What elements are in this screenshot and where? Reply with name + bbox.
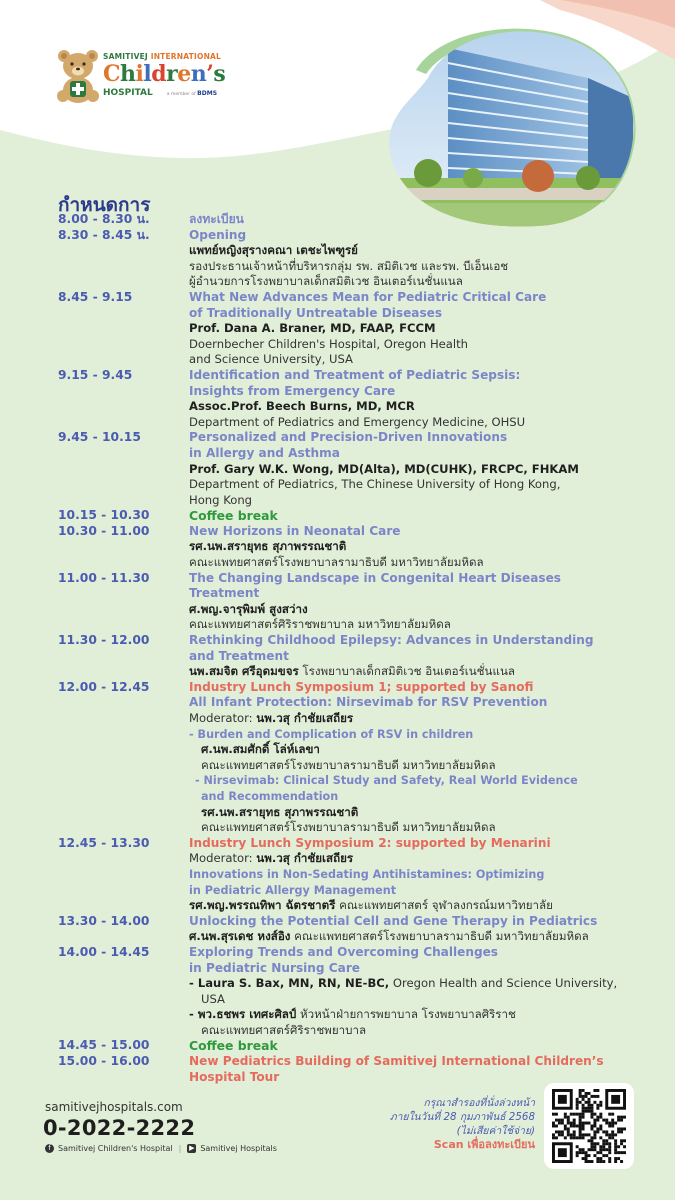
sub-topic: and Recommendation bbox=[201, 789, 339, 803]
break-label: Coffee break bbox=[189, 508, 278, 524]
session-title: Unlocking the Potential Cell and Gene Therapy in Pediatrics bbox=[189, 913, 598, 928]
session-title: Opening bbox=[189, 227, 247, 242]
session-title: Rethinking Childhood Epilepsy: Advances in Understanding bbox=[189, 633, 594, 648]
session-details bbox=[189, 368, 658, 430]
session-title: Insights from Emergency Care bbox=[189, 383, 396, 398]
session-details bbox=[189, 524, 658, 571]
speaker-affiliation: โรงพยาบาลเด็กสมิติเวช อินเตอร์เนชั่นแนล bbox=[298, 664, 515, 679]
speaker-line bbox=[189, 664, 658, 680]
qr-code-icon bbox=[552, 1089, 626, 1163]
session-details bbox=[189, 633, 658, 680]
session-title: Exploring Trends and Overcoming Challenges bbox=[189, 944, 498, 959]
session-time: 9.45 - 10.15 bbox=[58, 430, 141, 445]
phone-number[interactable]: 0-2022-2222 bbox=[43, 1116, 196, 1140]
session-details bbox=[189, 228, 658, 290]
scan-label: Scan เพื่อลงทะเบียน bbox=[433, 1138, 535, 1151]
session-details bbox=[189, 914, 658, 945]
session-details bbox=[189, 508, 658, 524]
session-time: 15.00 - 16.00 bbox=[58, 1054, 150, 1069]
speaker-affiliation: ผู้อำนวยการโรงพยาบาลเด็กสมิติเวช อินเตอร์เนชั่นแนล bbox=[189, 274, 463, 289]
qr-code[interactable] bbox=[544, 1083, 634, 1169]
social-links bbox=[45, 1144, 277, 1153]
session-details bbox=[189, 836, 658, 914]
session-title: of Traditionally Untreatable Diseases bbox=[189, 305, 443, 320]
teddy-bear-icon bbox=[55, 48, 101, 104]
speaker-name: รศ.พญ.พรรณทิพา ฉัตรชาตรี bbox=[189, 898, 336, 913]
logo-letter: n bbox=[190, 61, 207, 87]
session-time: 14.45 - 15.00 bbox=[58, 1038, 150, 1053]
session-title: Identification and Treatment of Pediatric Sepsis: bbox=[189, 367, 521, 382]
speaker-affiliation: Department of Pediatrics and Emergency Medicine, OHSU bbox=[189, 414, 526, 429]
session-details bbox=[189, 571, 658, 633]
session-title: New Horizons in Neonatal Care bbox=[189, 523, 401, 538]
session-time: 8.00 - 8.30 น. bbox=[58, 212, 150, 226]
speaker-line bbox=[189, 929, 658, 945]
speaker-name: นพ.สมจิต ศรีอุดมขจร bbox=[189, 664, 299, 679]
schedule-row bbox=[58, 212, 658, 228]
logo-letter: h bbox=[120, 61, 136, 87]
logo-letter: C bbox=[103, 61, 121, 87]
schedule-row bbox=[58, 524, 658, 571]
schedule-row bbox=[58, 368, 658, 430]
speaker-affiliation: คณะแพทยศาสตร์ จุฬาลงกรณ์มหาวิทยาลัย bbox=[335, 898, 553, 913]
session-details bbox=[189, 212, 658, 228]
logo-hospital: HOSPITAL a member of BDMS bbox=[103, 88, 218, 98]
speaker-line bbox=[189, 976, 658, 992]
speaker-affiliation: Doernbecher Children's Hospital, Oregon Health bbox=[189, 336, 469, 351]
schedule-row bbox=[58, 571, 658, 633]
schedule-row bbox=[58, 914, 658, 945]
session-details bbox=[189, 945, 658, 1039]
speaker-affiliation: หัวหน้าฝ่ายการพยาบาล โรงพยาบาลศิริราช bbox=[296, 1007, 516, 1022]
speaker-name: ศ.นพ.สุรเดช หงส์อิง bbox=[189, 929, 291, 944]
schedule-row bbox=[58, 508, 658, 524]
speaker-name: รศ.นพ.สรายุทธ สุภาพรรณชาติ bbox=[189, 539, 347, 554]
speaker-name: Prof. Gary W.K. Wong, MD(Alta), MD(CUHK), FRCPC, FHKAM bbox=[189, 461, 579, 476]
logo-brand: SAMITIVEJ INTERNATIONAL bbox=[103, 52, 222, 61]
session-time: 8.45 - 9.15 bbox=[58, 289, 133, 304]
session-time: 9.15 - 9.45 bbox=[58, 367, 133, 382]
speaker-affiliation: คณะแพทยศาสตร์ศิริราชพยาบาล มหาวิทยาลัยมหิดล bbox=[189, 617, 451, 632]
session-title: in Allergy and Asthma bbox=[189, 445, 340, 460]
session-details bbox=[189, 430, 658, 508]
speaker-affiliation: รองประธานเจ้าหน้าที่บริหารกลุ่ม รพ. สมิติเวช และรพ. บีเอ็นเอช bbox=[189, 258, 509, 273]
session-title: Personalized and Precision-Driven Innovations bbox=[189, 430, 508, 445]
sub-topic: in Pediatric Allergy Management bbox=[189, 883, 397, 897]
speaker-name: - พว.ธชพร เทศะศิลป์ bbox=[189, 1007, 297, 1022]
speaker-name: แพทย์หญิงสุรางคณา เตชะไพฑูรย์ bbox=[189, 243, 358, 258]
speaker-name: Assoc.Prof. Beech Burns, MD, MCR bbox=[189, 399, 415, 414]
schedule-row bbox=[58, 1054, 658, 1085]
session-details bbox=[189, 1054, 658, 1085]
speaker-name: ศ.นพ.สมศักดิ์ โล่ห์เลขา bbox=[201, 742, 320, 757]
speaker-affiliation: คณะแพทยศาสตร์โรงพยาบาลรามาธิบดี มหาวิทยาลัยมหิดล bbox=[290, 929, 589, 944]
logo-letter: e bbox=[177, 61, 191, 87]
moderator-label: Moderator: bbox=[189, 851, 257, 866]
symposium-title: Hospital Tour bbox=[189, 1069, 280, 1084]
schedule-row bbox=[58, 1038, 658, 1054]
session-title: ลงทะเบียน bbox=[189, 212, 244, 226]
facebook-link[interactable]: Samitivej Children's Hospital bbox=[58, 1144, 173, 1153]
schedule-row bbox=[58, 836, 658, 914]
symposium-title: Industry Lunch Symposium 2: supported by Menarini bbox=[189, 835, 551, 850]
schedule-row bbox=[58, 430, 658, 508]
symposium-title: Industry Lunch Symposium 1; supported by Sanofi bbox=[189, 679, 534, 694]
symposium-title: New Pediatrics Building of Samitivej International Children’s bbox=[189, 1054, 604, 1069]
reg-line-2: ภายในวันที่ 28 กุมภาพันธ์ 2568 bbox=[389, 1111, 535, 1123]
divider: | bbox=[178, 1144, 182, 1153]
break-label: Coffee break bbox=[189, 1038, 278, 1054]
speaker-line bbox=[189, 898, 658, 914]
sub-topic: - Nirsevimab: Clinical Study and Safety, Real World Evidence bbox=[195, 774, 578, 788]
youtube-icon: ▶ bbox=[189, 1144, 195, 1152]
logo-childrens bbox=[103, 61, 225, 87]
speaker-line bbox=[189, 851, 658, 867]
moderator-label: Moderator: bbox=[189, 711, 257, 725]
hospital-logo bbox=[55, 48, 245, 108]
speaker-affiliation: Hong Kong bbox=[189, 492, 253, 507]
session-details bbox=[189, 1038, 658, 1054]
logo-letter: i bbox=[135, 61, 144, 87]
schedule-row bbox=[58, 945, 658, 1039]
speaker-affiliation: Oregon Health and Science University, bbox=[389, 976, 618, 991]
speaker-affiliation: คณะแพทยศาสตร์โรงพยาบาลรามาธิบดี มหาวิทยาลัยมหิดล bbox=[189, 555, 484, 570]
speaker-name: ศ.พญ.จารุพิมพ์ สูงสว่าง bbox=[189, 601, 308, 616]
speaker-affiliation: Department of Pediatrics, The Chinese University of Hong Kong, bbox=[189, 477, 561, 492]
schedule-row bbox=[58, 228, 658, 290]
session-time: 14.00 - 14.45 bbox=[58, 944, 150, 959]
speaker-name: - Laura S. Bax, MN, RN, NE-BC, bbox=[189, 976, 390, 991]
speaker-affiliation: คณะแพทยศาสตร์ศิริราชพยาบาล bbox=[201, 1022, 367, 1037]
agenda-title: กำหนดการ bbox=[58, 194, 151, 216]
session-time: 10.15 - 10.30 bbox=[58, 508, 150, 523]
session-time: 8.30 - 8.45 น. bbox=[58, 227, 150, 242]
speaker-name: นพ.วสุ กำชัยเสถียร bbox=[256, 711, 354, 725]
session-title: The Changing Landscape in Congenital Heart Diseases bbox=[189, 570, 561, 585]
reg-line-3: (ไม่เสียค่าใช้จ่าย) bbox=[456, 1125, 535, 1137]
logo-letter: ’ bbox=[206, 61, 214, 87]
session-time: 11.30 - 12.00 bbox=[58, 633, 150, 648]
speaker-affiliation: คณะแพทยศาสตร์โรงพยาบาลรามาธิบดี มหาวิทยาลัยมหิดล bbox=[201, 757, 496, 772]
session-time: 10.30 - 11.00 bbox=[58, 523, 150, 538]
schedule bbox=[58, 212, 658, 1085]
reg-line-1: กรุณาสำรองที่นั่งล่วงหน้า bbox=[423, 1097, 535, 1109]
schedule-row bbox=[58, 290, 658, 368]
session-details bbox=[189, 290, 658, 368]
speaker-line bbox=[189, 1007, 658, 1023]
logo-letter: r bbox=[166, 61, 178, 87]
speaker-line bbox=[189, 711, 658, 727]
session-time: 12.00 - 12.45 bbox=[58, 679, 150, 694]
session-details bbox=[189, 680, 658, 836]
session-time: 11.00 - 11.30 bbox=[58, 570, 150, 585]
logo-letter: l bbox=[143, 61, 152, 87]
schedule-row bbox=[58, 680, 658, 836]
speaker-name: นพ.วสุ กำชัยเสถียร bbox=[256, 851, 354, 866]
session-title: and Treatment bbox=[189, 648, 289, 663]
website-link[interactable]: samitivejhospitals.com bbox=[45, 1100, 183, 1114]
youtube-link[interactable]: Samitivej Hospitals bbox=[200, 1144, 277, 1153]
registration-note bbox=[390, 1096, 535, 1152]
session-title: in Pediatric Nursing Care bbox=[189, 960, 360, 975]
speaker-affiliation: USA bbox=[201, 991, 225, 1006]
session-time: 12.45 - 13.30 bbox=[58, 835, 150, 850]
session-title: All Infant Protection: Nirsevimab for RSV Prevention bbox=[189, 695, 548, 710]
sub-topic: Innovations in Non-Sedating Antihistamines: Optimizing bbox=[189, 867, 545, 881]
hospital-building-photo bbox=[388, 28, 638, 228]
session-title: Treatment bbox=[189, 586, 260, 601]
schedule-row bbox=[58, 633, 658, 680]
session-title: What New Advances Mean for Pediatric Critical Care bbox=[189, 289, 547, 304]
speaker-affiliation: and Science University, USA bbox=[189, 352, 353, 367]
session-time: 13.30 - 14.00 bbox=[58, 913, 150, 928]
sub-topic: - Burden and Complication of RSV in children bbox=[189, 727, 474, 741]
speaker-affiliation: คณะแพทยศาสตร์โรงพยาบาลรามาธิบดี มหาวิทยาลัยมหิดล bbox=[201, 820, 496, 835]
speaker-name: Prof. Dana A. Braner, MD, FAAP, FCCM bbox=[189, 321, 436, 336]
facebook-icon: f bbox=[45, 1144, 54, 1153]
logo-letter: d bbox=[151, 61, 167, 87]
speaker-name: รศ.นพ.สรายุทธ สุภาพรรณชาติ bbox=[201, 804, 359, 819]
logo-letter: s bbox=[213, 61, 226, 87]
